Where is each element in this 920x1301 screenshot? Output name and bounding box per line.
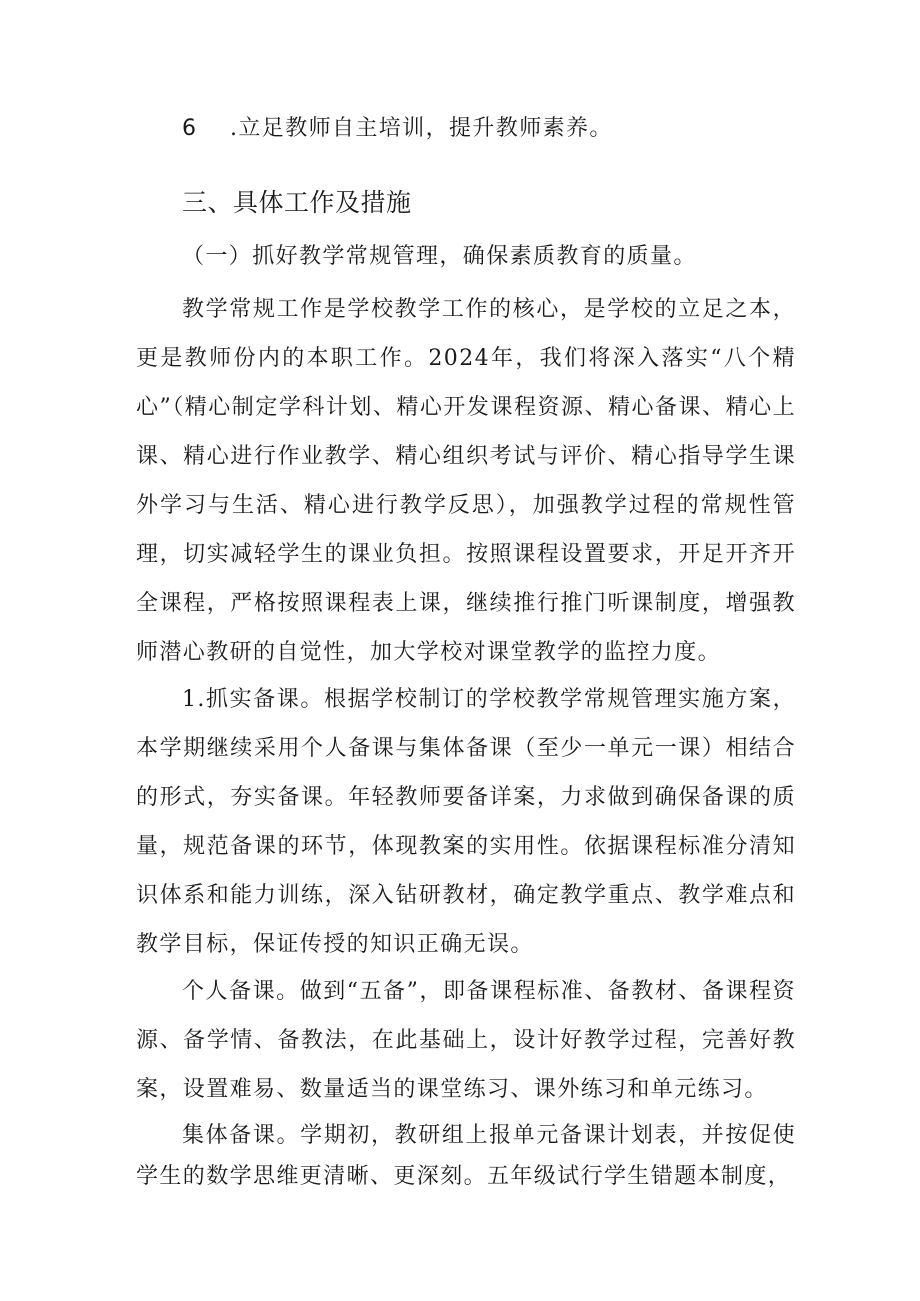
section-heading: 三、具体工作及措施 [182, 188, 412, 217]
paragraph-teaching-routine: 教学常规工作是学校教学工作的核心，是学校的立足之本，更是教师份内的本职工作。2024年，我们将深入落实“八个精心”（精心制定学科计划、精心开发课程资源、精心备课、精心上课、精心进行作业教学、精心组织考试与评价、精心指导学生课外学习与生活、精心进行教学反思），加强教学过程的常规性管理，切实减轻学生的课业负担。按照课程设置要求，开足开齐开全课程，严格按照课程表上课，继续推行推门听课制度，增强教师潜心教研的自觉性，加大学校对课堂教学的监控力度。 [136, 297, 796, 665]
list-item-number: 6 [182, 116, 198, 141]
paragraph-lesson-prep: 1.抓实备课。根据学校制订的学校教学常规管理实施方案，本学期继续采用个人备课与集体备课（至少一单元一课）相结合的形式，夯实备课。年轻教师要备详案，力求做到确保备课的质量，规范备课的环节，体现教案的实用性。依据课程标准分清知识体系和能力训练，深入钻研教材，确定教学重点、教学难点和教学目标，保证传授的知识正确无误。 [136, 687, 796, 957]
paragraph-collective-prep: 集体备课。学期初，教研组上报单元备课计划表，并按促使学生的数学思维更清晰、更深刻。五年级试行学生错题本制度， [136, 1123, 796, 1189]
paragraph-individual-prep: 个人备课。做到“五备”，即备课程标准、备教材、备课程资源、备学情、备教法，在此基础上，设计好教学过程，完善好教案，设置难易、数量适当的课堂练习、课外练习和单元练习。 [136, 979, 796, 1102]
sub-heading: （一）抓好教学常规管理，确保素质教育的质量。 [182, 244, 697, 269]
list-item-text: .立足教师自主培训，提升教师素养。 [230, 116, 613, 141]
list-item-6 [182, 114, 613, 144]
